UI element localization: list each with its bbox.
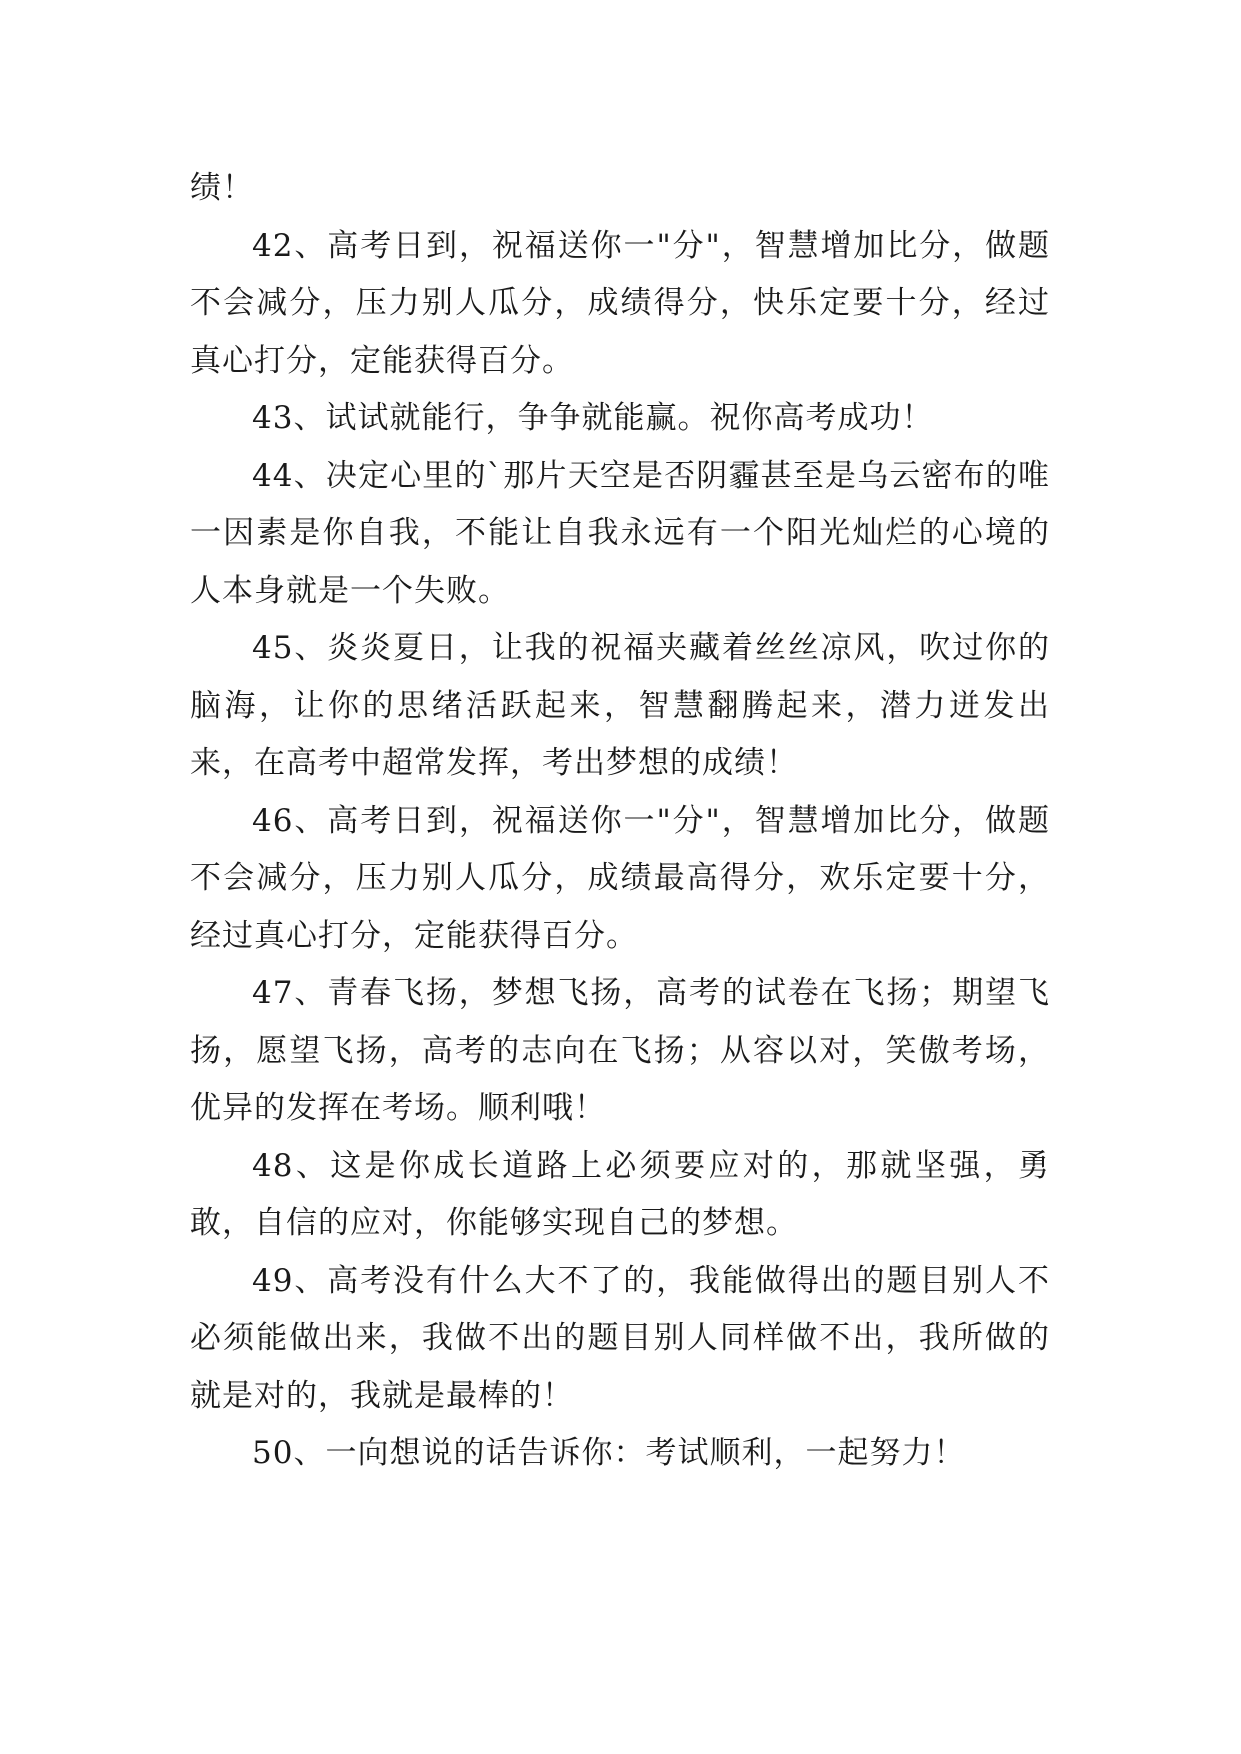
paragraph-continuation: 绩！ <box>190 170 254 206</box>
paragraph-50: 50、一向想说的话告诉你：考试顺利，一起努力！ <box>252 1435 966 1471</box>
paragraph-43: 43、试试就能行，争争就能赢。祝你高考成功！ <box>252 400 934 436</box>
paragraph-47: 47、青春飞扬，梦想飞扬，高考的试卷在飞扬；期望飞扬，愿望飞扬，高考的志向在飞扬；从容以对，笑傲考场，优异的发挥在考场。顺利哦！ <box>190 975 1050 1126</box>
paragraph-45: 45、炎炎夏日，让我的祝福夹藏着丝丝凉风，吹过你的脑海，让你的思绪活跃起来，智慧翻腾起来，潜力迸发出来，在高考中超常发挥，考出梦想的成绩！ <box>190 630 1050 781</box>
document-body <box>190 160 1050 1483</box>
paragraph-48: 48、这是你成长道路上必须要应对的，那就坚强，勇敢，自信的应对，你能够实现自己的梦想。 <box>190 1147 1050 1241</box>
paragraph-49: 49、高考没有什么大不了的，我能做得出的题目别人不必须能做出来，我做不出的题目别人同样做不出，我所做的就是对的，我就是最棒的！ <box>190 1262 1050 1414</box>
paragraph-42: 42、高考日到，祝福送你一"分"，智慧增加比分，做题不会减分，压力别人瓜分，成绩得分，快乐定要十分，经过真心打分，定能获得百分。 <box>190 227 1050 379</box>
paragraph-44: 44、决定心里的`那片天空是否阴霾甚至是乌云密布的唯一因素是你自我，不能让自我永远有一个阳光灿烂的心境的人本身就是一个失败。 <box>190 457 1050 609</box>
paragraph-46: 46、高考日到，祝福送你一"分"，智慧增加比分，做题不会减分，压力别人瓜分，成绩最高得分，欢乐定要十分，经过真心打分，定能获得百分。 <box>190 802 1050 954</box>
